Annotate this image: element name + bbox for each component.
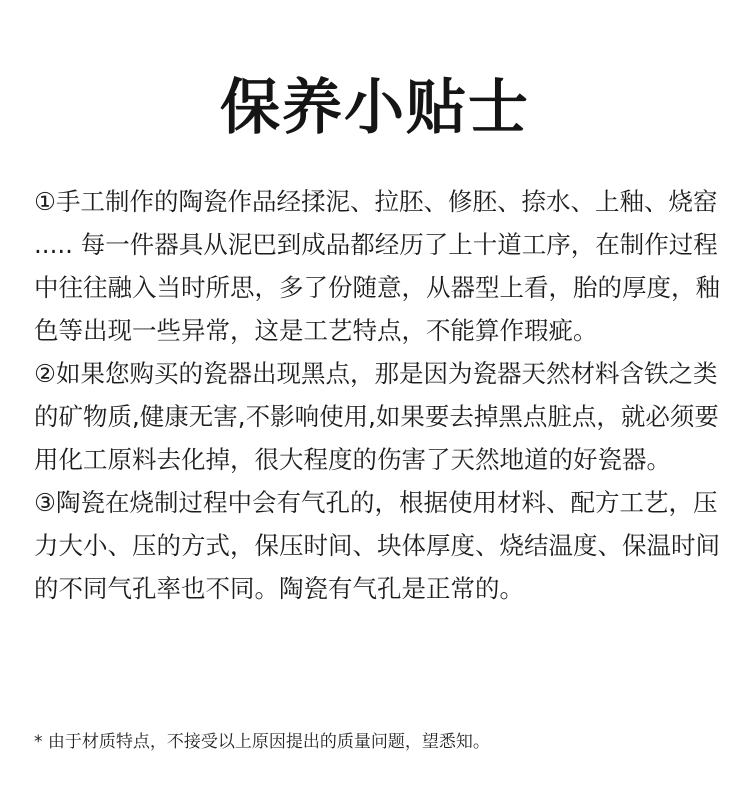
tip-2-paragraph: ②如果您购买的瓷器出现黑点，那是因为瓷器天然材料含铁之类的矿物质,健康无害,不影响使用,如果要去掉黑点脏点，就必须要用化工原料去化掉，很大程度的伤害了天然地道的好瓷器。 [34, 359, 719, 474]
tip-1-paragraph: ①手工制作的陶瓷作品经揉泥、拉胚、修胚、捺水、上釉、烧窑 ..... 每一件器具从泥巴到成品都经历了上十道工序，在制作过程中往往融入当时所思，多了份随意，从器型上看，胎的厚度，釉色等出现一些异常，这是工艺特点，不能算作瑕疵。 [34, 187, 720, 345]
tips-content [34, 180, 724, 610]
tip-3-paragraph: ③陶瓷在烧制过程中会有气孔的，根据使用材料、配方工艺，压力大小、压的方式，保压时间、块体厚度、烧结温度、保温时间的不同气孔率也不同。陶瓷有气孔是正常的。 [34, 488, 720, 603]
quality-note: * 由于材质特点，不接受以上原因提出的质量问题，望悉知。 [34, 732, 490, 752]
page-title: 保养小贴士 [220, 73, 530, 143]
